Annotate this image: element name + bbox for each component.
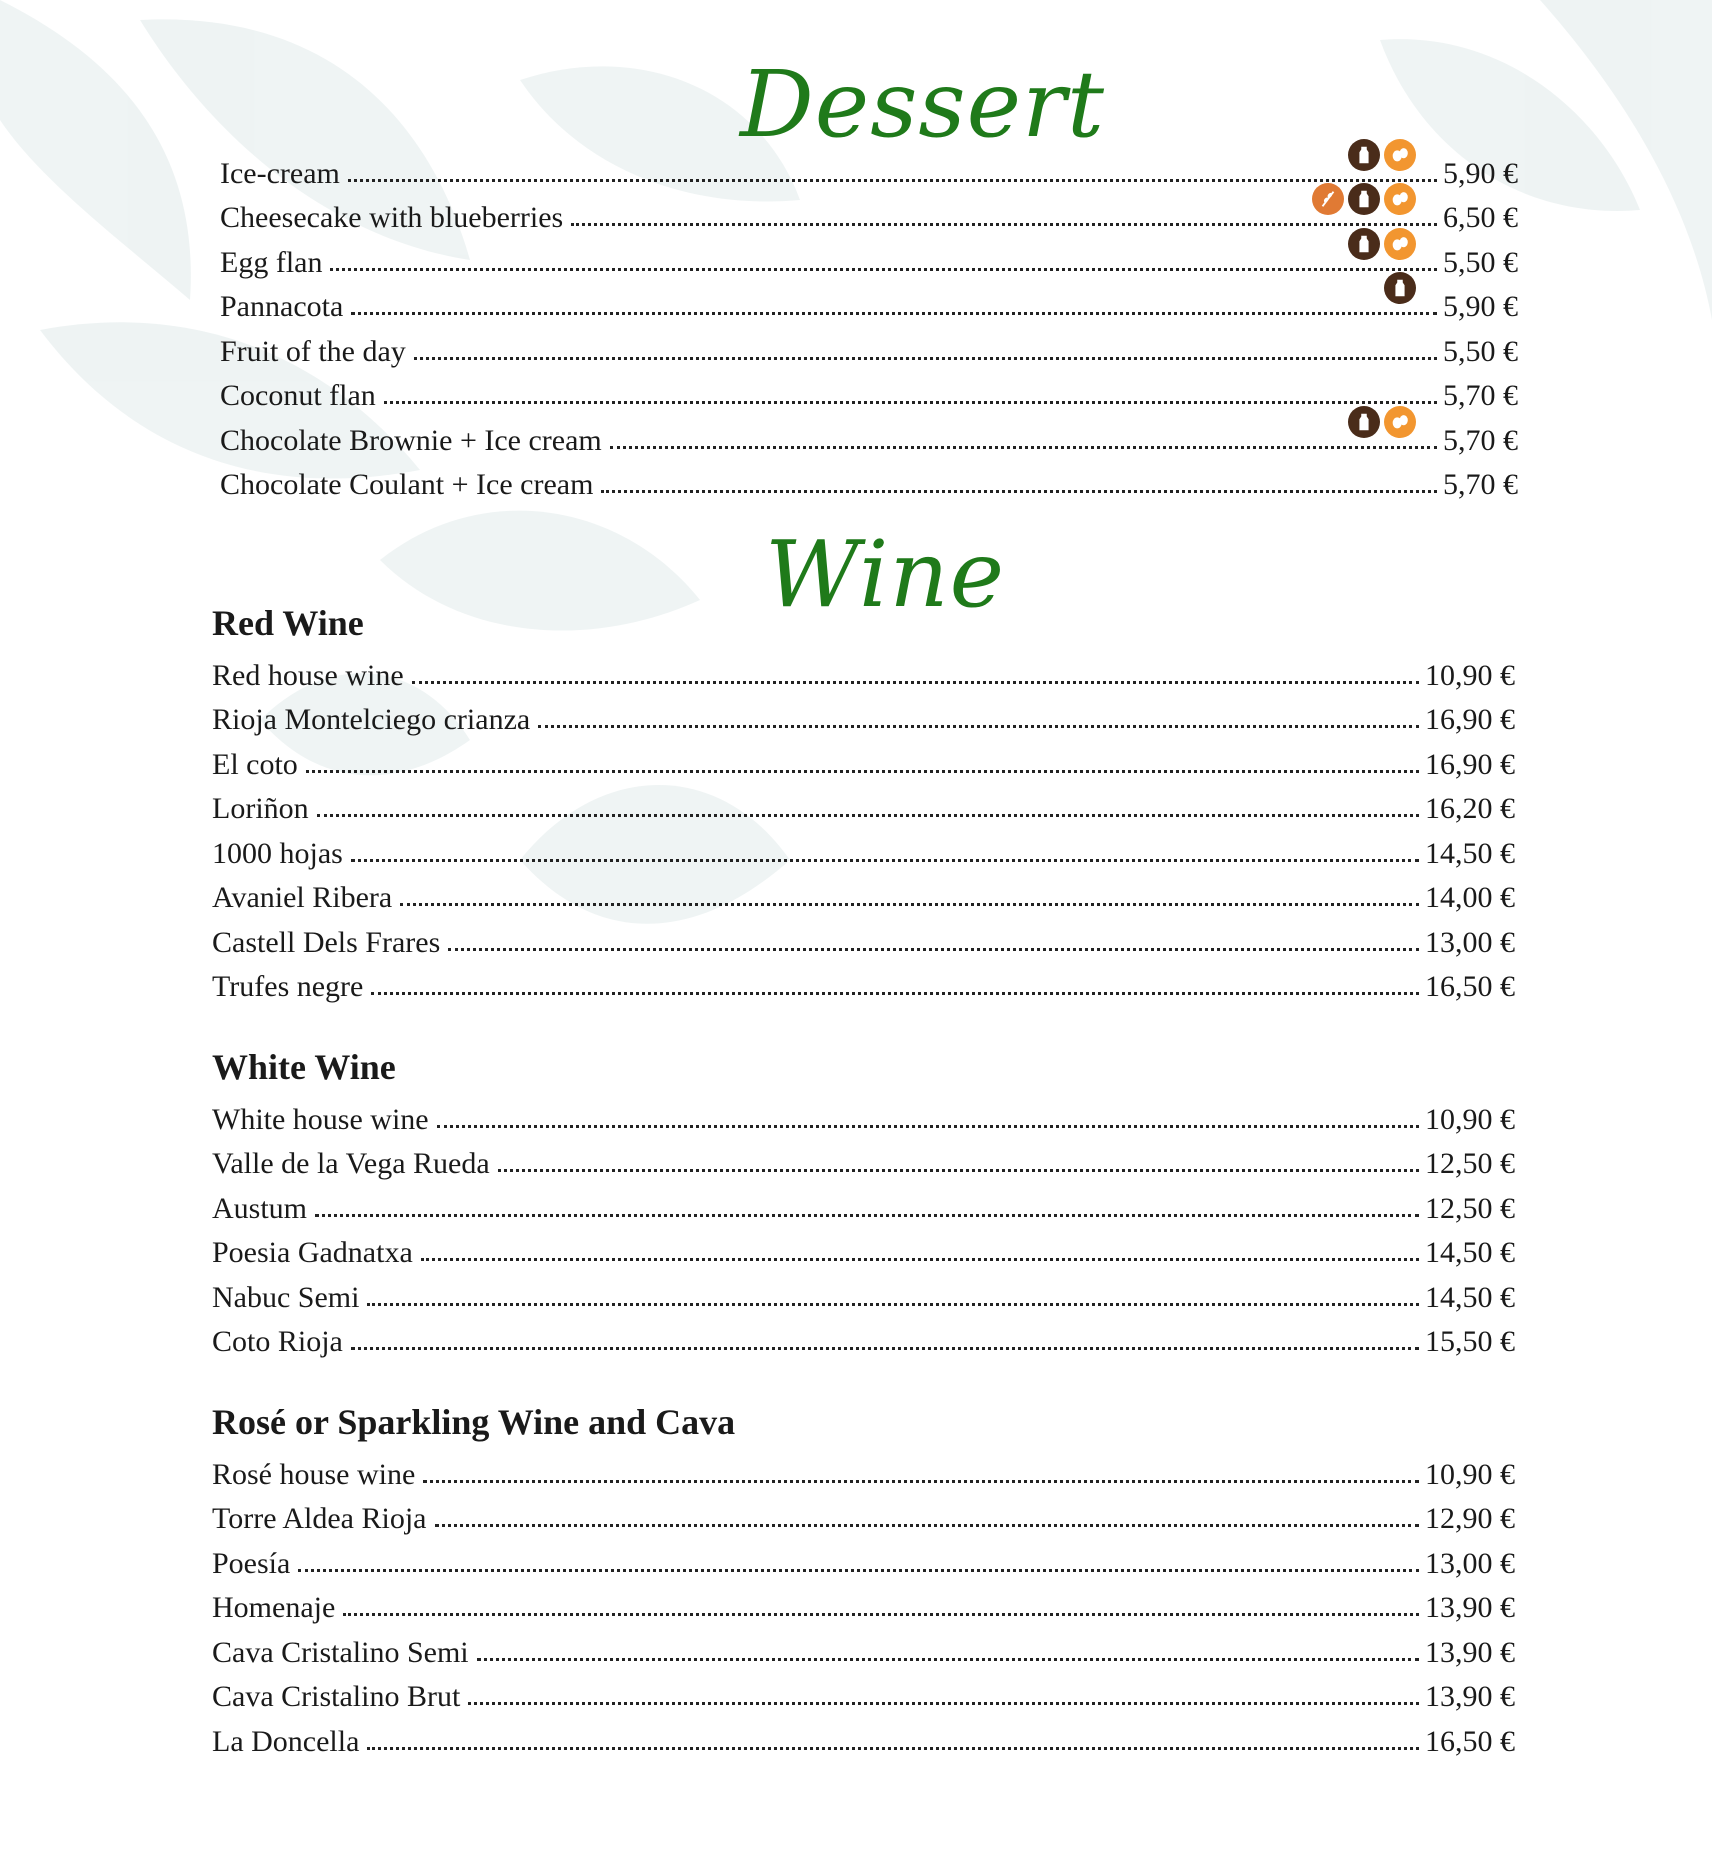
dot-leader — [306, 770, 1419, 773]
item-price: 5,70 € — [1443, 468, 1518, 501]
dot-leader — [477, 1658, 1419, 1661]
menu-item-row — [220, 324, 1518, 369]
allergen-icons — [1346, 139, 1418, 171]
item-name: Homenaje — [212, 1591, 336, 1624]
item-price: 5,90 € — [1443, 156, 1518, 190]
item-price: 14,50 € — [1425, 1280, 1515, 1314]
menu-item-row — [212, 1226, 1515, 1271]
item-name: Red house wine — [212, 658, 404, 692]
dot-leader — [421, 1258, 1419, 1261]
menu-item-row — [212, 782, 1515, 827]
item-name: Poesia Gadnatxa — [212, 1236, 413, 1269]
item-price: 13,00 € — [1425, 925, 1515, 959]
item-name: Loriñon — [212, 792, 309, 825]
item-price: 13,90 € — [1425, 1635, 1515, 1669]
dot-leader — [315, 1214, 1419, 1217]
item-price: 15,50 € — [1425, 1325, 1515, 1358]
item-name: Trufes negre — [212, 970, 364, 1003]
item-price: 12,50 € — [1425, 1147, 1515, 1180]
menu-item-row — [220, 369, 1518, 414]
dot-leader — [371, 992, 1419, 995]
item-name: El coto — [212, 747, 298, 781]
item-name: 1000 hojas — [212, 836, 343, 870]
item-name: Cheesecake with blueberries — [220, 201, 564, 234]
item-name: Ice-cream — [220, 156, 340, 190]
item-name: Rioja Montelciego crianza — [212, 703, 531, 736]
white-wine-list — [212, 1092, 1515, 1359]
item-price: 12,50 € — [1425, 1191, 1515, 1225]
egg-icon — [1384, 183, 1416, 215]
milk-icon — [1348, 228, 1380, 260]
menu-item-row — [212, 915, 1515, 960]
item-price: 13,90 € — [1425, 1591, 1515, 1624]
menu-item-row — [212, 648, 1515, 693]
item-price: 10,90 € — [1425, 1457, 1515, 1491]
dot-leader — [330, 268, 1437, 271]
item-price: 16,20 € — [1425, 792, 1515, 825]
dot-leader — [317, 814, 1419, 817]
item-price: 5,90 € — [1443, 290, 1518, 323]
item-name: Chocolate Coulant + Ice cream — [220, 468, 594, 501]
menu-item-row — [212, 1137, 1515, 1182]
item-name: Cava Cristalino Brut — [212, 1680, 461, 1713]
rose-sparkling-list — [212, 1447, 1515, 1759]
dot-leader — [343, 1613, 1419, 1616]
menu-item-row — [220, 280, 1518, 325]
dot-leader — [400, 903, 1419, 906]
item-price: 16,90 € — [1425, 747, 1515, 781]
item-price: 12,90 € — [1425, 1502, 1515, 1535]
item-price: 6,50 € — [1443, 201, 1518, 234]
item-name: Nabuc Semi — [212, 1280, 360, 1314]
menu-item-row — [212, 1181, 1515, 1226]
dot-leader — [423, 1480, 1419, 1483]
menu-item-row — [212, 826, 1515, 871]
item-price: 14,50 € — [1425, 1236, 1515, 1269]
item-price: 5,50 € — [1443, 245, 1518, 279]
egg-icon — [1384, 406, 1416, 438]
rose-sparkling-heading: Rosé or Sparkling Wine and Cava — [212, 1402, 736, 1442]
item-name: Cava Cristalino Semi — [212, 1635, 469, 1669]
dot-leader — [367, 1303, 1419, 1306]
menu-item-row — [212, 960, 1515, 1005]
item-name: Coconut flan — [220, 379, 376, 412]
milk-icon — [1348, 139, 1380, 171]
dot-leader — [348, 179, 1437, 182]
item-name: Avaniel Ribera — [212, 881, 393, 914]
dot-leader — [435, 1524, 1420, 1527]
menu-item-row — [220, 235, 1518, 280]
allergen-icons — [1346, 228, 1418, 260]
menu-item-row — [212, 693, 1515, 738]
menu-item-row — [220, 458, 1518, 503]
white-wine-heading: White Wine — [212, 1047, 396, 1087]
item-name: Pannacota — [220, 290, 344, 323]
item-price: 10,90 € — [1425, 658, 1515, 692]
dot-leader — [351, 859, 1419, 862]
milk-icon — [1348, 183, 1380, 215]
dot-leader — [414, 357, 1437, 360]
menu-item-row — [212, 1581, 1515, 1626]
menu-item-row — [212, 871, 1515, 916]
item-name: Rosé house wine — [212, 1457, 416, 1491]
item-price: 14,00 € — [1425, 881, 1515, 914]
item-name: Fruit of the day — [220, 334, 406, 368]
item-price: 13,90 € — [1425, 1680, 1515, 1713]
item-name: Coto Rioja — [212, 1325, 343, 1358]
dot-leader — [412, 681, 1419, 684]
dot-leader — [367, 1747, 1419, 1750]
milk-icon — [1384, 272, 1416, 304]
item-price: 16,90 € — [1425, 703, 1515, 736]
dot-leader — [571, 223, 1437, 226]
milk-icon — [1348, 406, 1380, 438]
dessert-list — [220, 146, 1518, 502]
dot-leader — [498, 1169, 1419, 1172]
egg-icon — [1384, 228, 1416, 260]
item-price: 16,50 € — [1425, 970, 1515, 1003]
item-name: Egg flan — [220, 245, 323, 279]
item-name: White house wine — [212, 1102, 429, 1136]
dot-leader — [610, 446, 1437, 449]
dot-leader — [538, 725, 1419, 728]
menu-item-row — [220, 191, 1518, 236]
menu-item-row — [212, 1625, 1515, 1670]
menu-item-row — [212, 1315, 1515, 1360]
menu-item-row — [212, 1492, 1515, 1537]
menu-item-row — [212, 737, 1515, 782]
item-price: 5,70 € — [1443, 379, 1518, 412]
menu-item-row — [212, 1447, 1515, 1492]
dot-leader — [468, 1702, 1419, 1705]
item-name: Castell Dels Frares — [212, 925, 441, 959]
dessert-title: Dessert — [740, 51, 1106, 158]
item-price: 5,70 € — [1443, 423, 1518, 457]
red-wine-heading: Red Wine — [212, 603, 364, 643]
item-name: Poesía — [212, 1546, 291, 1580]
allergen-icons — [1310, 183, 1418, 215]
item-price: 16,50 € — [1425, 1724, 1515, 1758]
menu-item-row — [212, 1714, 1515, 1759]
wine-title: Wine — [765, 521, 1006, 628]
menu-item-row — [212, 1270, 1515, 1315]
dot-leader — [384, 401, 1437, 404]
item-price: 13,00 € — [1425, 1546, 1515, 1580]
menu-item-row — [212, 1092, 1515, 1137]
item-name: Valle de la Vega Rueda — [212, 1147, 490, 1180]
allergen-icons — [1346, 406, 1418, 438]
dot-leader — [437, 1125, 1419, 1128]
menu-item-row — [212, 1536, 1515, 1581]
dot-leader — [448, 948, 1419, 951]
menu-item-row — [220, 413, 1518, 458]
item-name: Torre Aldea Rioja — [212, 1502, 427, 1535]
item-price: 10,90 € — [1425, 1102, 1515, 1136]
dot-leader — [601, 490, 1437, 493]
item-name: La Doncella — [212, 1724, 360, 1758]
item-price: 14,50 € — [1425, 836, 1515, 870]
menu-item-row — [212, 1670, 1515, 1715]
item-price: 5,50 € — [1443, 334, 1518, 368]
dot-leader — [351, 1347, 1419, 1350]
dot-leader — [298, 1569, 1419, 1572]
egg-icon — [1384, 139, 1416, 171]
item-name: Austum — [212, 1191, 308, 1225]
red-wine-list — [212, 648, 1515, 1004]
gluten-icon — [1312, 183, 1344, 215]
item-name: Chocolate Brownie + Ice cream — [220, 423, 602, 457]
dot-leader — [351, 312, 1437, 315]
allergen-icons — [1382, 272, 1418, 304]
